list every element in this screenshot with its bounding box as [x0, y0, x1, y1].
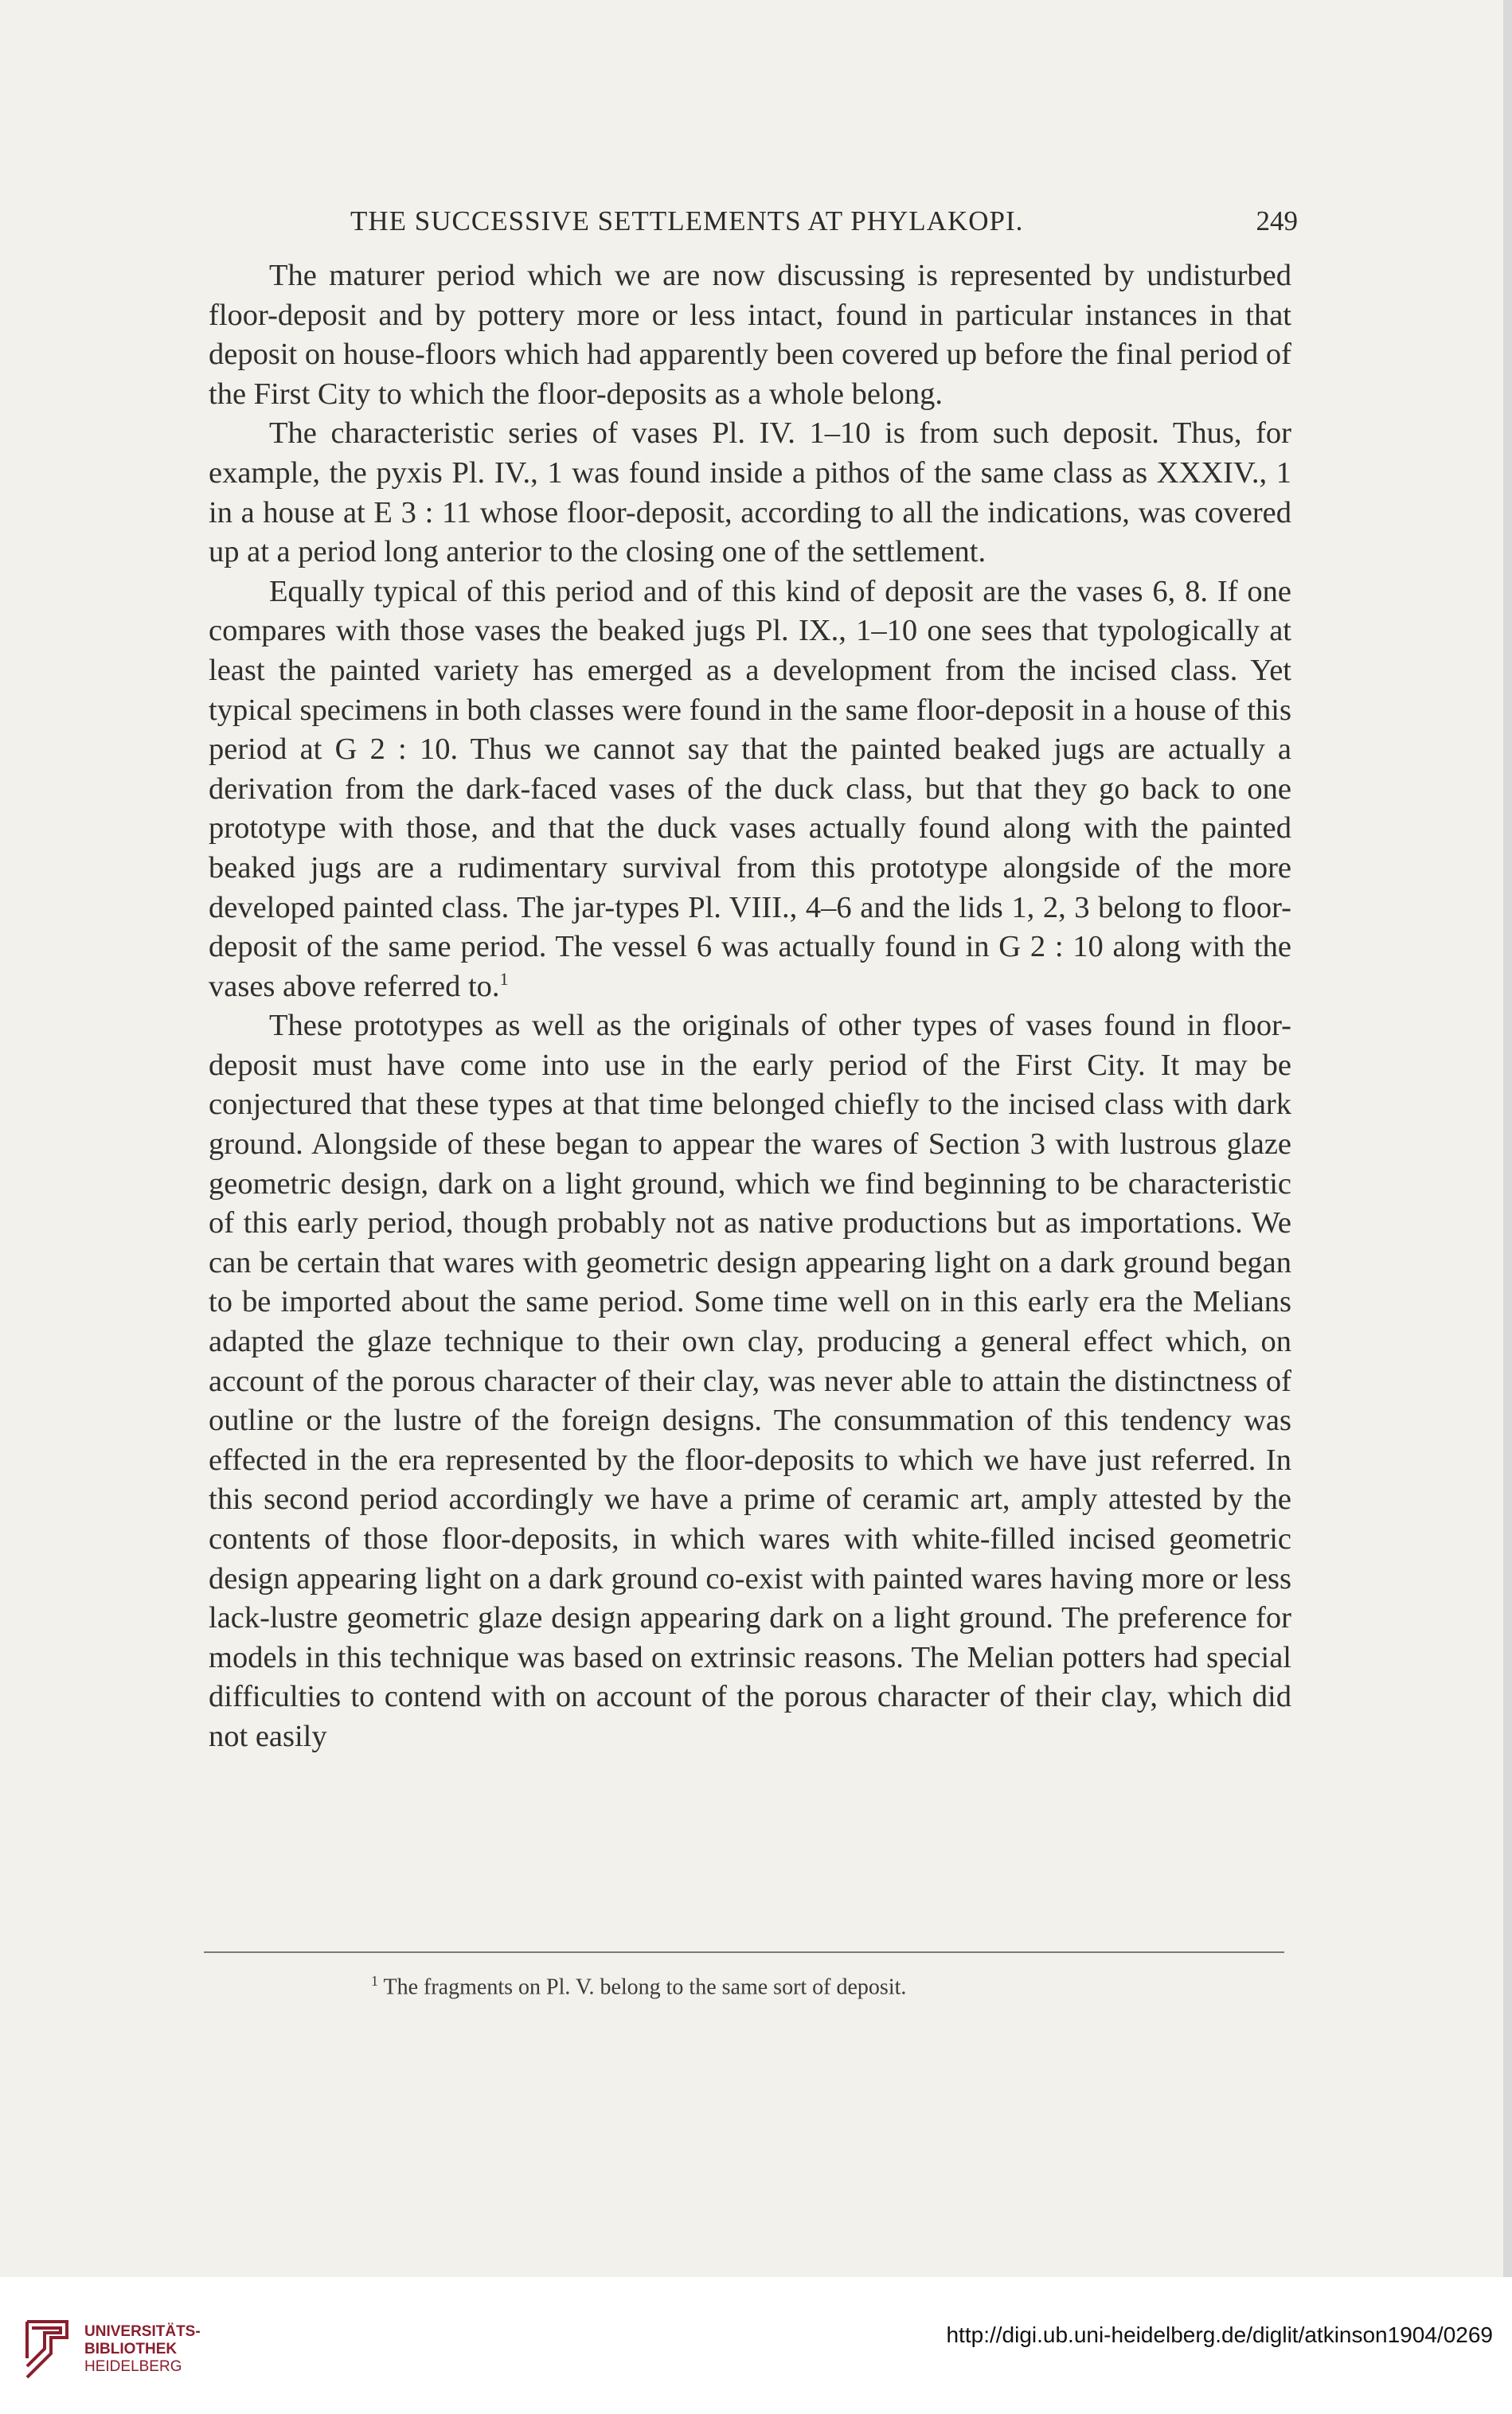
footnote-reference[interactable]: 1 — [499, 968, 509, 989]
paragraph-text: Equally typical of this period and of this kind of deposit are the vases 6, 8. If one compares with those vases the beaked jugs Pl. IX., 1–10 one sees that typologically at least the painted variety has emerged as a development from the incised class. Yet typical specimens in both classes were found in the same floor-deposit in a house of this period at G 2 : 10. Thus we cannot say that the painted beaked jugs are actually a derivation from the dark-faced vases of the duck class, but that they go back to one prototype with those, and that the duck vases actually found along with the painted beaked jugs are a rudimentary survival from this prototype alongside of the more developed painted class. The jar-types Pl. VIII., 4–6 and the lids 1, 2, 3 belong to floor-deposit of the same period. The vessel 6 was actually found in G 2 : 10 along with the vases above referred to. — [209, 574, 1291, 1003]
body-text — [209, 256, 1291, 1757]
page-number: 249 — [1256, 205, 1298, 236]
university-library-logo-icon — [19, 2314, 75, 2385]
footnote-marker: 1 — [371, 1973, 378, 1989]
paragraph-text: The maturer period which we are now discussing is represented by undisturbed floor-deposit and by pottery more or less intact, found in particular instances in that deposit on house-floors which had apparently been covered up before the final period of the First City to which the floor-deposits as a whole belong. — [209, 259, 1291, 411]
library-name-line3: HEIDELBERG — [84, 2358, 182, 2375]
paragraph-1 — [209, 256, 1291, 414]
library-logo[interactable] — [19, 2314, 201, 2385]
paragraph-3 — [209, 572, 1291, 1007]
library-name-line2: BIBLIOTHEK — [84, 2341, 178, 2357]
source-url-link[interactable]: http://digi.ub.uni-heidelberg.de/diglit/atkinson1904/0269 — [946, 2322, 1493, 2347]
footnote-divider — [204, 1951, 1284, 1953]
paragraph-4 — [209, 1006, 1291, 1756]
paragraph-2 — [209, 414, 1291, 572]
footnote — [371, 1973, 1247, 2000]
library-name — [84, 2323, 201, 2376]
footnote-text: The fragments on Pl. V. belong to the same sort of deposit. — [383, 1975, 907, 2000]
library-name-line1: UNIVERSITÄTS- — [84, 2323, 201, 2340]
scan-edge — [1503, 0, 1512, 2277]
running-header — [350, 205, 1298, 237]
running-title: THE SUCCESSIVE SETTLEMENTS AT PHYLAKOPI. — [350, 205, 1024, 236]
paragraph-text: The characteristic series of vases Pl. IV. 1–10 is from such deposit. Thus, for example, the pyxis Pl. IV., 1 was found inside a pithos of the same class as XXXIV., 1 in a house at E 3 : 11 whose floor-deposit, according to all the indications, was covered up at a period long anterior to the closing one of the settlement. — [209, 416, 1291, 569]
paragraph-text: These prototypes as well as the originals of other types of vases found in floor-deposit must have come into use in the early period of the First City. It may be conjectured that these types at that time belonged chiefly to the incised class with dark ground. Alongside of these began to appear the wares of Section 3 with lustrous glaze geometric design, dark on a light ground, which we find beginning to be characteristic of this early period, though probably not as native productions but as importations. We can be certain that wares with geometric design appearing light on a dark ground began to be imported about the same period. Some time well on in this early era the Melians adapted the glaze technique to their own clay, producing a general effect which, on account of the porous character of their clay, was never able to attain the distinctness of outline or the lustre of the foreign designs. The consummation of this tendency was effected in the era represented by the floor-deposits to which we have just referred. In this second period accordingly we have a prime of ceramic art, amply attested by the contents of those floor-deposits, in which wares with white-filled incised geometric design appearing light on a dark ground co-exist with painted wares having more or less lack-lustre geometric glaze design appearing dark on a light ground. The preference for models in this technique was based on extrinsic reasons. The Melian potters had special difficulties to contend with on account of the porous character of their clay, which did not easily — [209, 1009, 1291, 1753]
